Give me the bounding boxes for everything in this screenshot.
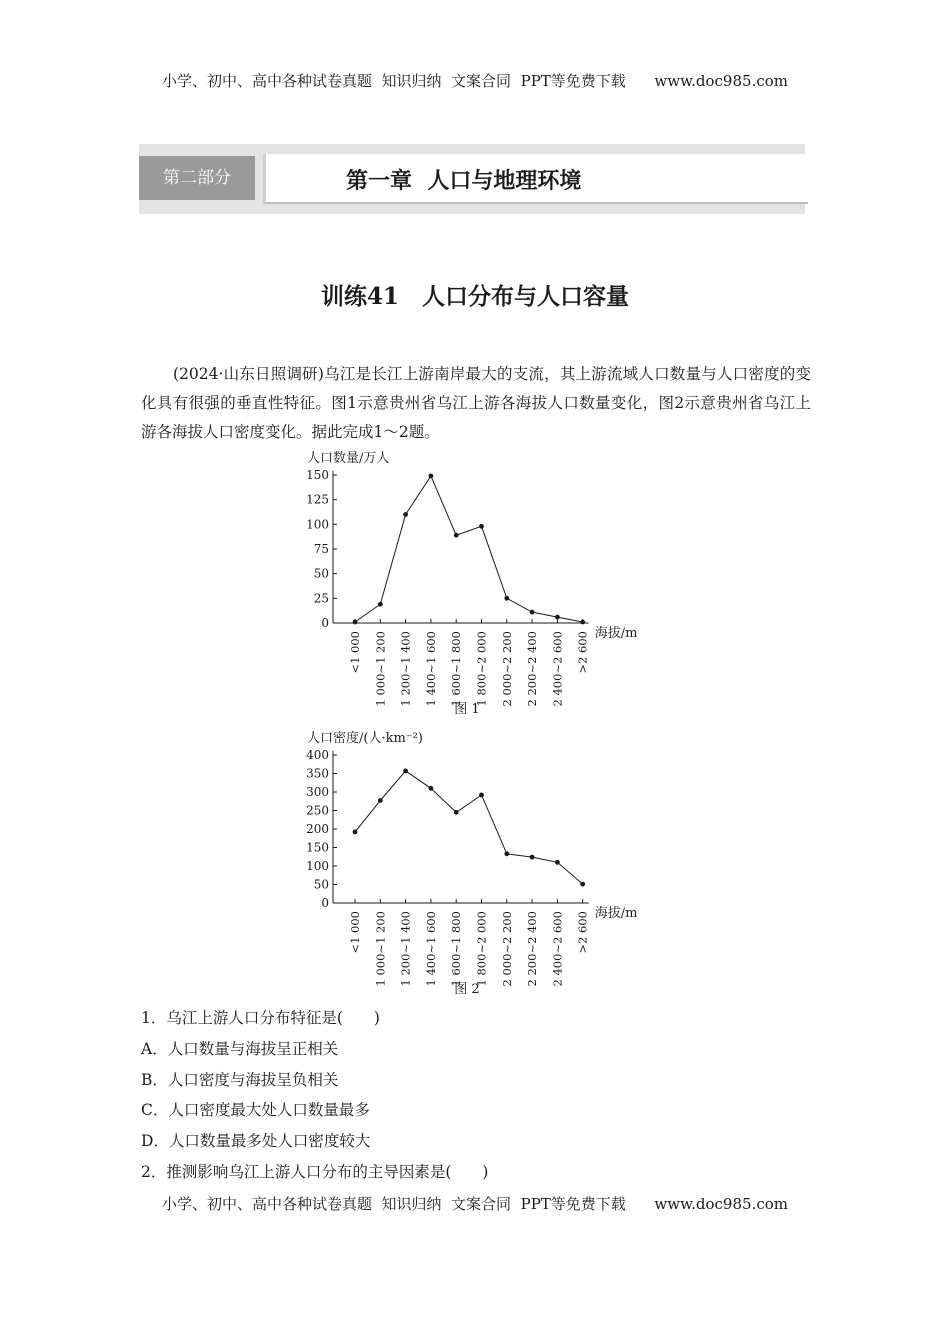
y-tick-label: 250 (306, 803, 329, 818)
question-1-option-c: C．人口密度最大处人口数量最多 (141, 1101, 370, 1119)
page-header: 小学、初中、高中各种试卷真题 知识归纳 文案合同 PPT等免费下载 www.doc985.com (161, 72, 788, 90)
x-tick-label: 2 000~2 200 (499, 911, 514, 987)
x-tick-label: 2 400~2 600 (550, 631, 565, 707)
figure-caption: 图 1 (454, 702, 480, 717)
y-tick-label: 200 (306, 822, 329, 836)
data-point (378, 798, 383, 803)
exercise-title: 训练41 人口分布与人口容量 (320, 283, 629, 310)
x-tick-label: 2 400~2 600 (550, 911, 565, 987)
y-tick-label: 125 (306, 492, 329, 507)
y-tick-label: 50 (313, 877, 329, 892)
chapter-strip (263, 154, 808, 204)
y-tick-label: 100 (306, 517, 329, 532)
page-footer: 小学、初中、高中各种试卷真题 知识归纳 文案合同 PPT等免费下载 www.doc985.com (161, 1195, 788, 1213)
data-point (479, 793, 484, 798)
x-tick-label: >2 600 (575, 911, 590, 954)
x-tick-label: 1 000~1 200 (373, 911, 388, 987)
y-tick-label: 0 (321, 616, 329, 630)
question-2: 2．推测影响乌江上游人口分布的主导因素是( ) (141, 1163, 489, 1181)
question-1: 1．乌江上游人口分布特征是( ) (141, 1009, 380, 1027)
chapter-title: 第一章 人口与地理环境 (346, 168, 582, 194)
x-tick-label: 1 800~2 000 (474, 911, 489, 987)
x-tick-label: <1 000 (348, 911, 362, 954)
data-point (555, 860, 560, 865)
data-point (403, 512, 408, 517)
figure-caption: 图 2 (454, 982, 480, 997)
data-point (378, 602, 383, 607)
data-point (580, 620, 585, 625)
x-tick-label: 1 600~1 800 (449, 631, 464, 707)
chapter-banner (139, 144, 805, 214)
question-1-option-a: A．人口数量与海拔呈正相关 (141, 1040, 339, 1058)
x-tick-label: 1 800~2 000 (474, 631, 489, 707)
y-tick-label: 75 (313, 542, 329, 556)
y-tick-label: 150 (306, 468, 329, 482)
data-point (454, 810, 459, 815)
y-tick-label: 400 (306, 748, 329, 762)
y-tick-label: 300 (306, 785, 329, 799)
part-tag: 第二部分 (139, 156, 255, 200)
question-1-option-b: B．人口密度与海拔呈负相关 (141, 1071, 339, 1089)
y-tick-label: 0 (321, 896, 329, 910)
data-point (353, 830, 358, 835)
data-point (429, 786, 434, 791)
data-point (555, 615, 560, 620)
y-tick-label: 100 (306, 859, 329, 873)
data-point (454, 533, 459, 538)
data-point (353, 620, 358, 625)
data-point (530, 610, 535, 615)
series-line (355, 771, 583, 884)
x-tick-label: 1 000~1 200 (373, 631, 388, 707)
series-line (355, 476, 583, 622)
y-axis-label: 人口数量/万人 (307, 451, 390, 466)
question-1-option-d: D．人口数量最多处人口密度较大 (141, 1132, 371, 1150)
x-axis-label: 海拔/m (594, 906, 638, 921)
x-tick-label: 1 400~1 600 (423, 631, 438, 707)
x-tick-label: 2 000~2 200 (499, 631, 514, 707)
x-tick-label: 2 200~2 400 (525, 631, 540, 707)
intro-paragraph: (2024·山东日照调研)乌江是长江上游南岸最大的支流，其上游流域人口数量与人口密度的变化具有很强的垂直性特征。图1示意贵州省乌江上游各海拔人口数量变化，图2示意贵州省乌江上游各海拔人口密度变化。据此完成1～2题。 (141, 365, 811, 441)
x-tick-label: 1 200~1 400 (398, 911, 413, 987)
y-tick-label: 50 (313, 566, 329, 581)
data-point (429, 474, 434, 479)
x-tick-label: >2 600 (575, 631, 590, 674)
data-point (479, 524, 484, 529)
x-tick-label: 1 200~1 400 (398, 631, 413, 707)
y-tick-label: 25 (313, 591, 329, 606)
figure-1-chart (295, 445, 655, 720)
x-tick-label: 1 400~1 600 (423, 911, 438, 987)
y-axis-label: 人口密度/(人·km⁻²) (307, 731, 423, 746)
x-tick-label: 2 200~2 400 (525, 911, 540, 987)
x-axis-label: 海拔/m (594, 626, 638, 641)
data-point (504, 596, 509, 601)
data-point (580, 882, 585, 887)
x-tick-label: <1 000 (348, 631, 362, 674)
y-tick-label: 150 (306, 840, 329, 855)
y-tick-label: 350 (306, 766, 329, 781)
x-tick-label: 1 600~1 800 (449, 911, 464, 987)
data-point (530, 855, 535, 860)
data-point (403, 769, 408, 774)
figure-2-chart (295, 725, 655, 1000)
data-point (504, 851, 509, 856)
